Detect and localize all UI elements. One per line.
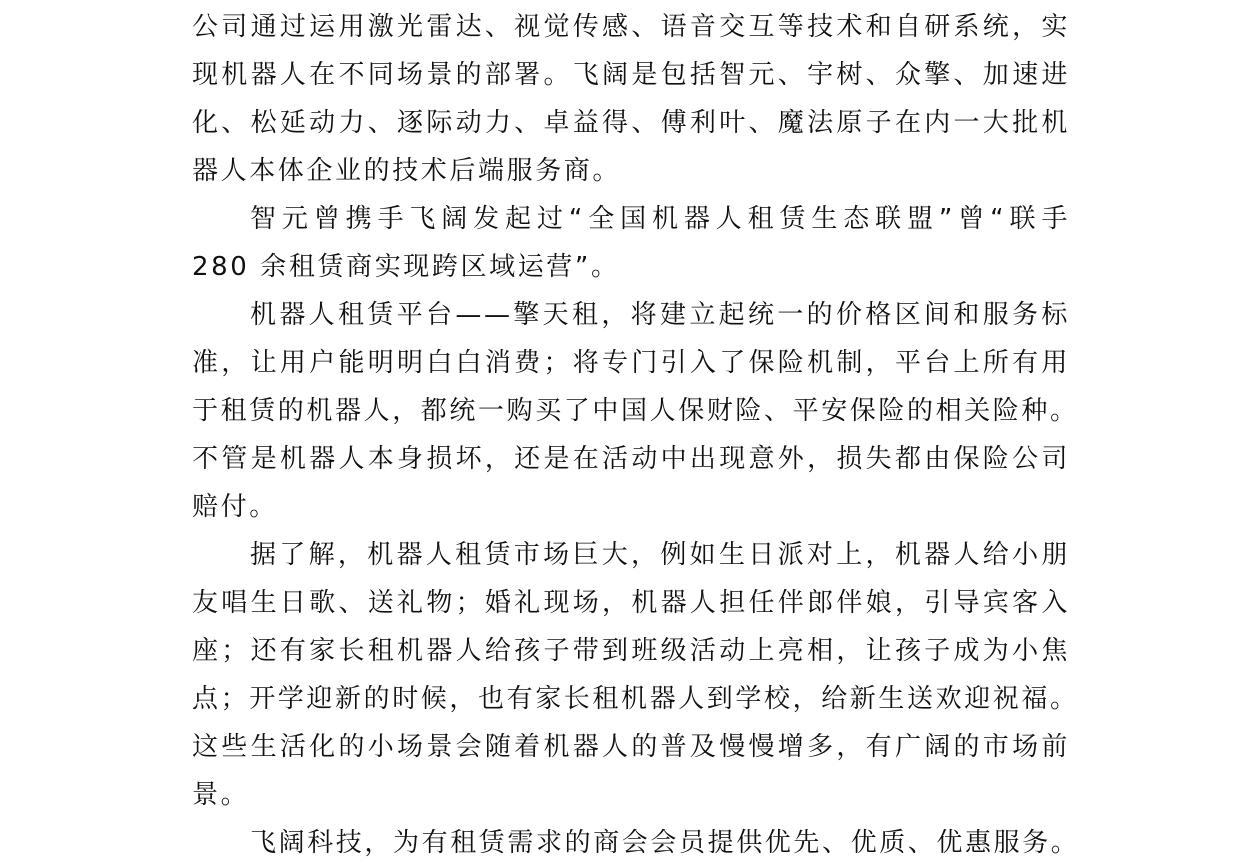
text-line: 化、松延动力、逐际动力、卓益得、傅利叶、魔法原子在内一大批机 [192, 108, 1070, 138]
text-line: 赔付。 [192, 492, 278, 522]
paragraph-3 [192, 291, 1079, 531]
text-line: 座；还有家长租机器人给孩子带到班级活动上亮相，让孩子成为小焦 [192, 636, 1070, 666]
document-page [192, 0, 1080, 867]
paragraph-2 [192, 195, 1070, 291]
text-line: 点；开学迎新的时候，也有家长租机器人到学校，给新生送欢迎祝福。 [192, 684, 1079, 714]
paragraph-5 [192, 819, 1080, 867]
text-line: 280 余租赁商实现跨区域运营”。 [192, 252, 620, 282]
text-line: 据了解，机器人租赁市场巨大，例如生日派对上，机器人给小朋 [250, 540, 1070, 570]
paragraph-1 [192, 3, 1070, 195]
text-line: 现机器人在不同场景的部署。飞阔是包括智元、宇树、众擎、加速进 [192, 60, 1070, 90]
text-line: 器人本体企业的技术后端服务商。 [192, 156, 622, 186]
text-line: 不管是机器人本身损坏，还是在活动中出现意外，损失都由保险公司 [192, 444, 1070, 474]
text-line: 准，让用户能明明白白消费；将专门引入了保险机制，平台上所有用 [192, 348, 1070, 378]
paragraph-4 [192, 531, 1079, 819]
text-line: 智元曾携手飞阔发起过“全国机器人租赁生态联盟”曾“联手 [250, 204, 1070, 234]
text-line: 机器人租赁平台——擎天租，将建立起统一的价格区间和服务标 [250, 300, 1070, 330]
text-line: 景。 [192, 780, 250, 810]
text-line: 友唱生日歌、送礼物；婚礼现场，机器人担任伴郎伴娘，引导宾客入 [192, 588, 1070, 618]
text-line: 公司通过运用激光雷达、视觉传感、语音交互等技术和自研系统，实 [192, 12, 1070, 42]
text-line: 于租赁的机器人，都统一购买了中国人保财险、平安保险的相关险种。 [192, 396, 1079, 426]
text-line: 这些生活化的小场景会随着机器人的普及慢慢增多，有广阔的市场前 [192, 732, 1070, 762]
text-line: 飞阔科技，为有租赁需求的商会会员提供优先、优质、优惠服务。 [250, 828, 1080, 858]
